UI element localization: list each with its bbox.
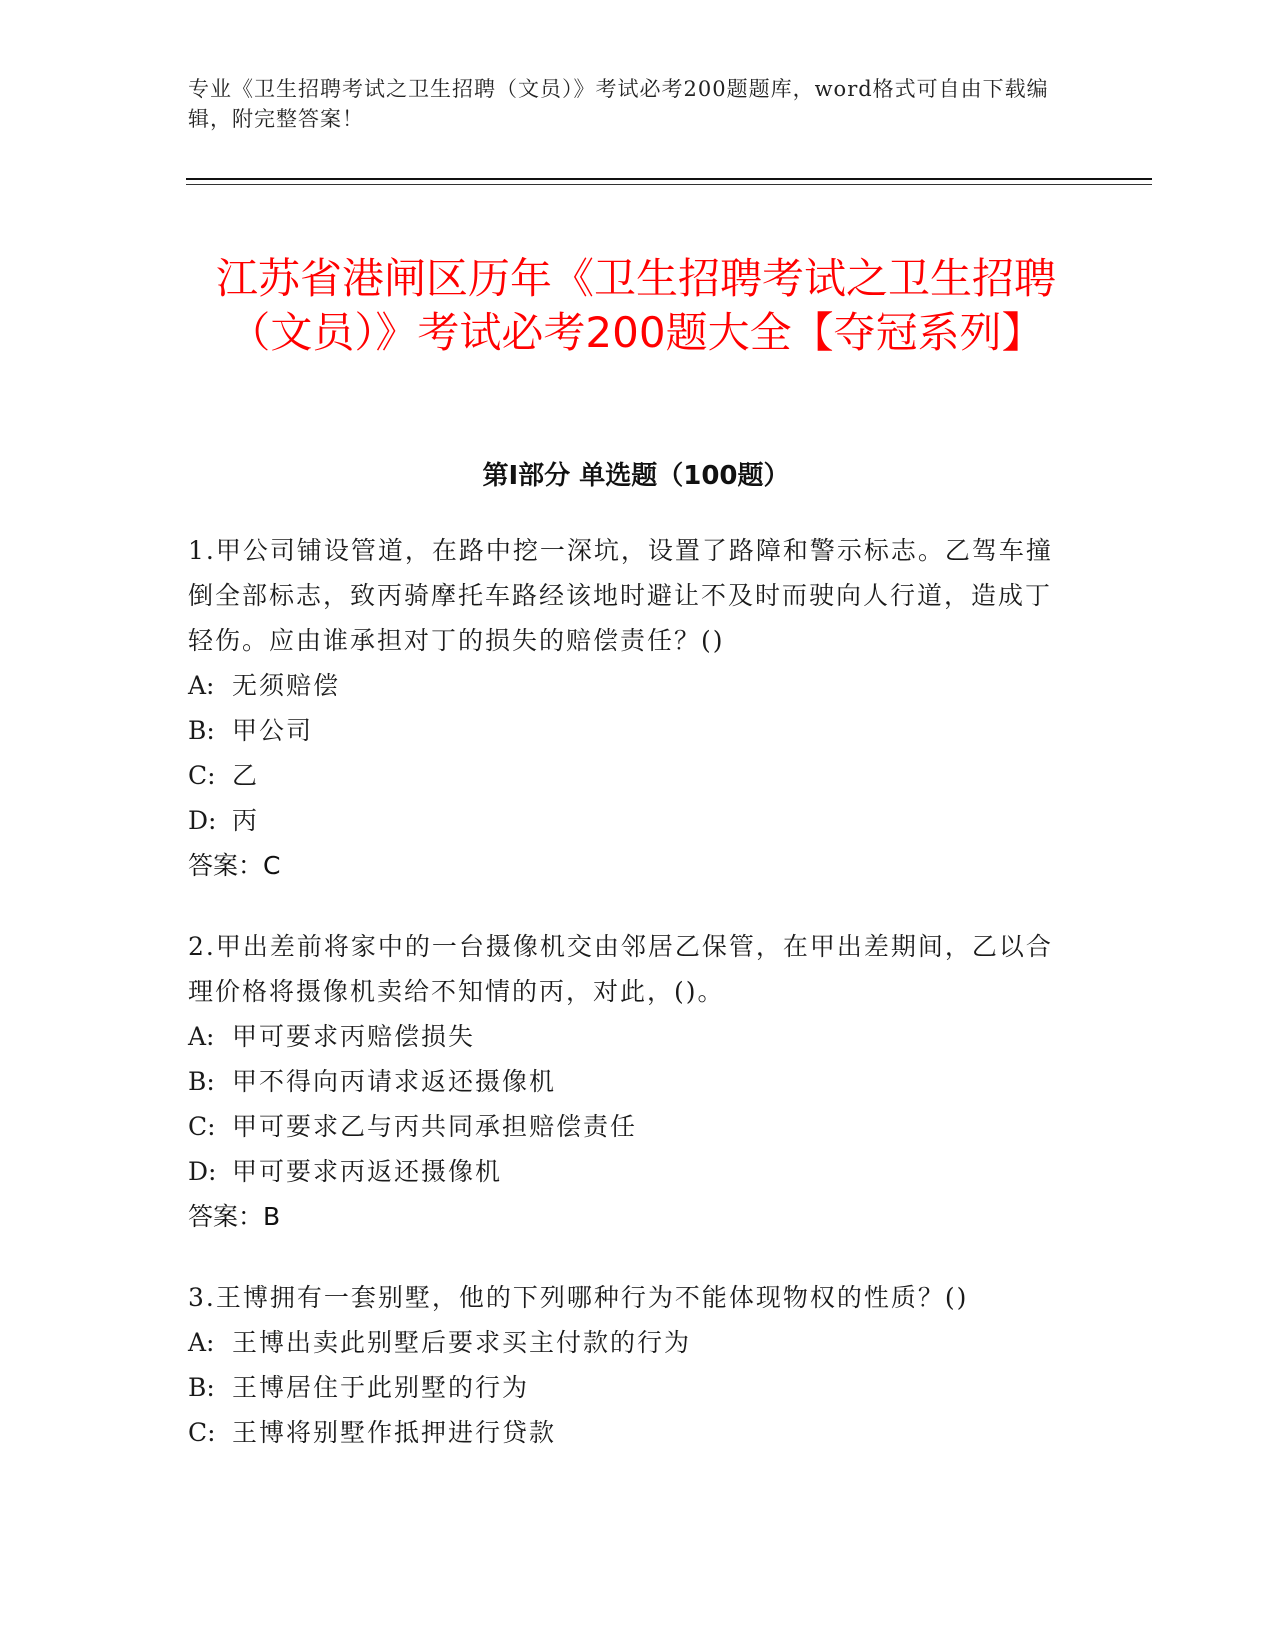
option-key: B: <box>188 716 215 745</box>
answer: 答案：B <box>188 1202 281 1231</box>
option-key: A: <box>188 1022 215 1051</box>
option-b <box>188 1059 1068 1104</box>
option-key: A: <box>188 1328 215 1357</box>
option-key: C: <box>188 761 216 790</box>
question-list <box>188 528 1068 1491</box>
option-c <box>188 1104 1068 1149</box>
option-key: B: <box>188 1067 215 1096</box>
option-d <box>188 1149 1068 1194</box>
option-a <box>188 1014 1068 1059</box>
header-divider-thin <box>186 184 1152 185</box>
option-text: 王博出卖此别墅后要求买主付款的行为 <box>232 1328 692 1357</box>
option-key: D: <box>188 1157 217 1186</box>
option-text: 丙 <box>232 806 260 835</box>
option-key: C: <box>188 1112 216 1141</box>
section-title: 第Ⅰ部分 单选题（100题） <box>482 460 790 491</box>
document-title: 江苏省港闸区历年《卫生招聘考试之卫生招聘（文员）》考试必考200题大全【夺冠系列】 <box>215 254 1056 358</box>
question-1 <box>188 528 1068 888</box>
question-stem: 1.甲公司铺设管道，在路中挖一深坑，设置了路障和警示标志。乙驾车撞倒全部标志，致丙骑摩托车路经该地时避让不及时而驶向人行道，造成丁轻伤。应由谁承担对丁的损失的赔偿责任？() <box>188 536 1053 655</box>
option-c <box>188 753 1068 798</box>
option-key: D: <box>188 806 217 835</box>
option-b <box>188 708 1068 753</box>
option-text: 甲可要求丙返还摄像机 <box>232 1157 503 1186</box>
option-c <box>188 1410 1068 1455</box>
option-text: 无须赔偿 <box>232 671 341 700</box>
question-2 <box>188 924 1068 1239</box>
option-d <box>188 798 1068 843</box>
option-text: 王博将别墅作抵押进行贷款 <box>232 1418 557 1447</box>
question-stem: 2.甲出差前将家中的一台摄像机交由邻居乙保管，在甲出差期间，乙以合理价格将摄像机卖给不知情的丙，对此，()。 <box>188 932 1053 1006</box>
option-text: 乙 <box>232 761 260 790</box>
option-key: B: <box>188 1373 215 1402</box>
question-3 <box>188 1275 1068 1455</box>
option-text: 甲公司 <box>232 716 314 745</box>
option-b <box>188 1365 1068 1410</box>
option-text: 甲可要求丙赔偿损失 <box>232 1022 476 1051</box>
option-text: 甲不得向丙请求返还摄像机 <box>232 1067 557 1096</box>
header-divider-thick <box>186 178 1152 180</box>
option-a <box>188 663 1068 708</box>
header-note: 专业《卫生招聘考试之卫生招聘（文员）》考试必考200题题库，word格式可自由下载编辑，附完整答案！ <box>188 77 1049 131</box>
option-key: A: <box>188 671 215 700</box>
option-a <box>188 1320 1068 1365</box>
option-key: C: <box>188 1418 216 1447</box>
question-stem: 3.王博拥有一套别墅，他的下列哪种行为不能体现物权的性质？() <box>188 1283 969 1312</box>
answer: 答案：C <box>188 851 281 880</box>
option-text: 王博居住于此别墅的行为 <box>232 1373 530 1402</box>
option-text: 甲可要求乙与丙共同承担赔偿责任 <box>232 1112 638 1141</box>
